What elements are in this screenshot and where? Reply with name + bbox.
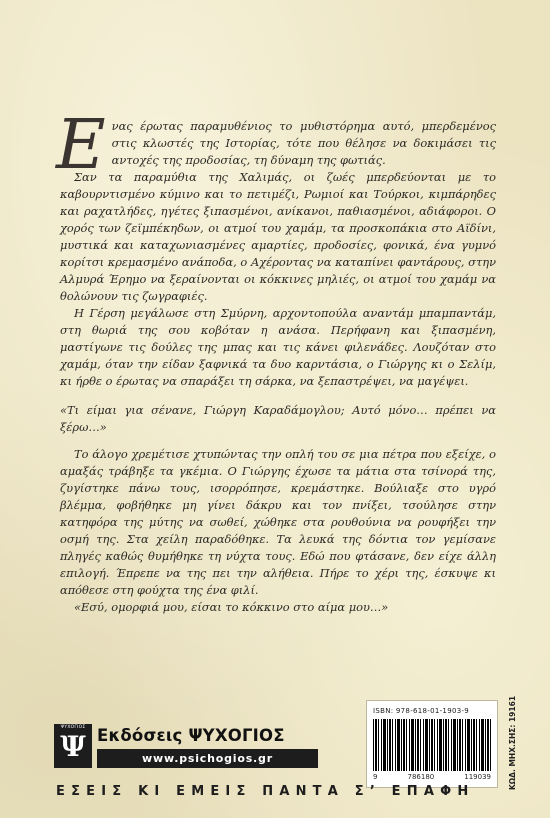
back-cover-text — [56, 106, 496, 616]
publisher-url: www.psichogios.gr — [97, 749, 318, 768]
barcode-icon — [373, 719, 491, 771]
quote-2: «Εσύ, ομορφιά μου, είσαι το κόκκινο στο αίμα μου…» — [74, 600, 389, 614]
isbn-label: ISBN: 978-618-01-1903-9 — [373, 707, 470, 715]
publisher-logo-icon — [54, 724, 92, 768]
paragraph-4: Το άλογο χρεμέτισε χτυπώντας την οπλή του σε μια πέτρα που εξείχε, ο αμαξάς τράβηξε τα γκέμια. Ο Γιώργης έχωσε τα μάτια στα τσίνορά της, ζυγίστηκε πάνω τους, ισορρόπησε, κρεμάστηκε. Βούλιαξε στο υγρό βλέμμα, φοβήθηκε μη γίνει δάκρυ και τον πνίξει, τσούλησε στην κατηφόρα της μύτης να σωθεί, χώθηκε στα ρουθούνια να ρουφήξει την οσμή της. Στα χείλη παραδόθηκε. Τα λευκά της δόντια τον γεμίσανε πληγές καθώς θυμήθηκε τη νύχτα τους. Εδώ που φτάσανε, δεν είχε άλλη επιλογή. Έπρεπε να της πει την αλήθεια. Πήρε το χέρι της, έσκυψε κι απόθεσε στη φούχτα της ένα φιλί. — [60, 447, 496, 597]
drop-cap: Ε — [56, 106, 106, 185]
publisher-name: Εκδόσεις ΨΥΧΟΓΙΟΣ — [97, 726, 285, 745]
quote-1: «Τι είμαι για σένανε, Γιώργη Καραδάμογλου; Αυτό μόνο… πρέπει να ξέρω…» — [60, 403, 496, 434]
logo-symbol: Ψ — [60, 730, 86, 763]
paragraph-1 — [56, 106, 496, 185]
logo-label: ΨΥΧΟΓΙΟΣ — [60, 725, 86, 730]
barcode-digit-prefix: 9 — [373, 773, 378, 781]
barcode-digits — [373, 773, 491, 781]
barcode-digit-group-2: 119039 — [464, 773, 491, 781]
isbn-barcode-box — [366, 700, 498, 788]
product-code: ΚΩΔ. ΜΗΧ.ΣΗΣ: 19161 — [508, 695, 517, 790]
paragraph-2: Σαν τα παραμύθια της Χαλιμάς, οι ζωές μπερδεύονται με το καβουρντισμένο κύμινο και το πετιμέζι, Ρωμιοί και Τούρκοι, κιμπάρηδες και ραχατλήδες, ηγέτες ξιπασμένοι, ανίκανοι, παθιασμένοι, αδιάφοροι. Ο χορός των ζεϊμπέκηδων, οι ατμοί του χαμάμ, τα προσκοπάκια στο Αϊδίνι, μυστικά και καταχωνιασμένες αμαρτίες, προδοσίες, φονικά, ένα γυμνό κορίτσι κρεμασμένο ανάποδα, ο Αχέροντας να καταπίνει φαντάρους, στην Αλμυρά Έρημο να ξεραίνονται οι κόκκινες μηλιές, οι ατμοί του χαμάμ να θολώνουν τις ζωγραφιές. — [60, 170, 496, 303]
paragraph-1-text: νας έρωτας παραμυθένιος το μυθιστόρημα αυτό, μπερδεμένος στις κλωστές της Ιστορίας, τότε που θέλησε να δοκιμάσει τις αντοχές της προδοσίας, τη δύναμη της φωτιάς. — [111, 119, 496, 167]
barcode-digit-group-1: 786180 — [407, 773, 435, 781]
publisher-slogan: ΕΣΕΙΣ ΚΙ ΕΜΕΙΣ ΠΑΝΤΑ Σ’ ΕΠΑΦΗ — [56, 784, 475, 799]
paragraph-3: Η Γέρση μεγάλωσε στη Σμύρνη, αρχοντοπούλα αναντάμ μπαμπαντάμ, στη θωριά της σου κοβόταν η ανάσα. Περήφανη και ξιπασμένη, μαστίγωνε τις δούλες της μπας και τις κάνει φιλενάδες. Λουζόταν στο χαμάμ, όταν την είδαν ξαφνικά τα δυο καρντάσια, ο Γιώργης κι ο Σελίμ, κι ήρθε ο έρωτας να σπαράξει τη σάρκα, να ξεπαστρέψει, να μαγέψει. — [60, 306, 496, 388]
